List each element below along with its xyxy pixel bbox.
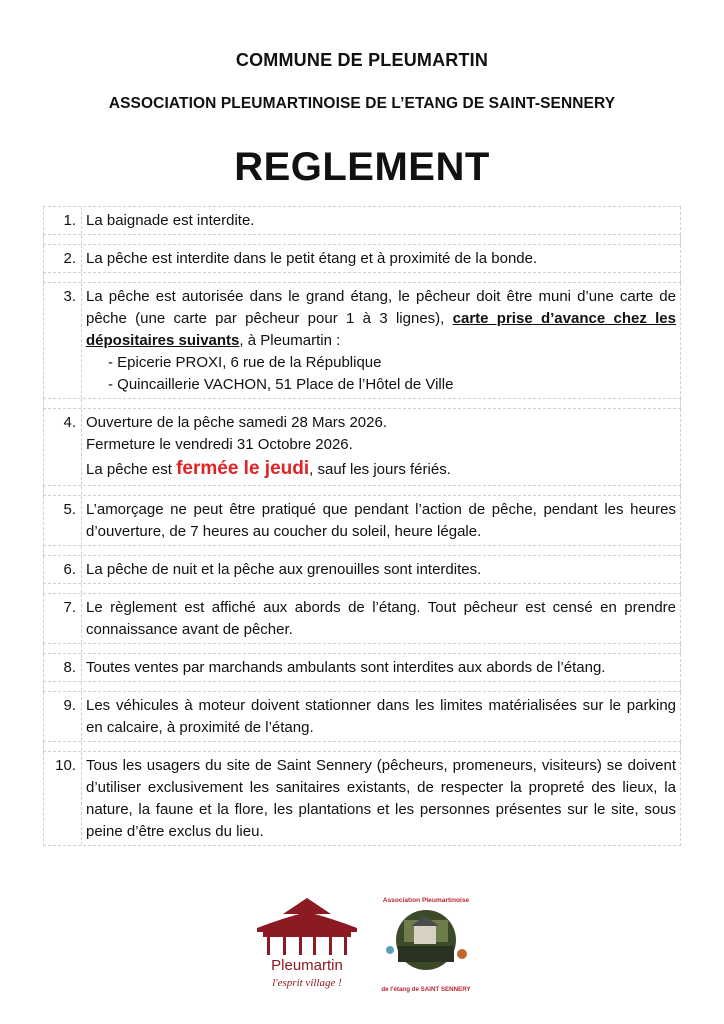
roof-shape [257,912,357,932]
closed-day-highlight: fermée le jeudi [176,458,310,479]
commune-title: COMMUNE DE PLEUMARTIN [235,50,489,70]
row-divider [43,486,681,496]
row-divider [43,235,681,245]
row-divider [43,399,681,409]
rule-number: 2. [63,250,76,267]
rule-text [82,283,680,398]
rule-number: 5. [63,501,76,518]
logo-name: Pleumartin [271,957,343,974]
rule-text-part: , à Pleumartin : [239,332,341,349]
rules-table [43,206,681,846]
rule-number: 3. [63,288,76,305]
rule-text: Les véhicules à moteur doivent stationner dans les limites matérialisées sur le parking en calcaire, à proximité de l’étang. [86,697,676,736]
page-title: REGLEMENT [234,145,490,189]
rule-row [43,594,681,644]
depositaires-emphasis: carte prise d’avance chez les dépositaires suivants [86,310,676,349]
rule-number: 8. [63,659,76,676]
depositaire-item: - Epicerie PROXI, 6 rue de la République [108,354,382,371]
closing-date: Fermeture le vendredi 31 Octobre 2026. [86,436,353,453]
rule-text: La baignade est interdite. [86,212,255,229]
depositaire-item: - Quincaillerie VACHON, 51 Place de l’Hôtel de Ville [108,376,454,393]
association-logo [378,890,474,1002]
rule-number: 1. [63,212,76,229]
rule-row [43,556,681,584]
rule-text-part: La pêche est autorisée dans le grand étang, le pêcheur doit être muni d’une carte de pêche (une carte par pêcheur pour 1 à 3 lignes), [86,288,676,327]
rule-text-part: La pêche est [86,461,177,478]
association-logo-top: Association Pleumartinoise [382,897,470,904]
logos [0,888,724,1008]
rule-text-part: , sauf les jours fériés. [309,461,451,478]
row-divider [43,644,681,654]
rule-text [82,409,680,485]
rule-text: La pêche est interdite dans le petit étang et à proximité de la bonde. [86,250,538,267]
association-logo-bottom: de l'étang de SAINT SENNERY [381,986,471,993]
rule-row [43,283,681,399]
row-divider [43,742,681,752]
rule-row [43,207,681,235]
rule-row [43,409,681,486]
row-divider [43,273,681,283]
rule-row [43,496,681,546]
association-title: ASSOCIATION PLEUMARTINOISE DE L’ETANG DE SAINT-SENNERY [108,95,616,112]
rule-number: 9. [63,697,76,714]
rule-number: 10. [55,757,76,774]
rule-text: Toutes ventes par marchands ambulants sont interdites aux abords de l’étang. [86,659,606,676]
rule-text: Tous les usagers du site de Saint Sennery (pêcheurs, promeneurs, visiteurs) se doivent d’utiliser exclusivement les sanitaires existants, de respecter la propreté des lieux, la nature, la faune et la flore, les plantations et les personnes présentes sur le site, sous peine d’être exclus du lieu. [86,757,676,840]
pleumartin-logo [253,892,361,992]
row-divider [43,682,681,692]
rule-number: 4. [63,414,76,431]
logo-tagline: l'esprit village ! [272,977,342,989]
bird-icon [457,949,467,959]
pillars-shape [267,937,347,955]
row-divider [43,584,681,594]
rule-text: Le règlement est affiché aux abords de l’étang. Tout pêcheur est censé en prendre connaissance avant de pêcher. [86,599,676,638]
rule-text: L’amorçage ne peut être pratiqué que pendant l’action de pêche, pendant les heures d’ouverture, de 7 heures au coucher du soleil, heure légale. [86,501,676,540]
roof-top-shape [283,898,331,914]
emblem-water [398,946,454,962]
beam-shape [263,932,351,937]
rule-number: 6. [63,561,76,578]
rule-row [43,245,681,273]
rule-number: 7. [63,599,76,616]
rule-row [43,752,681,846]
row-divider [43,546,681,556]
opening-date: Ouverture de la pêche samedi 28 Mars 2026. [86,414,388,431]
rule-row [43,692,681,742]
fish-icon [386,946,394,954]
rule-row [43,654,681,682]
rule-text: La pêche de nuit et la pêche aux grenouilles sont interdites. [86,561,482,578]
emblem-building [414,924,436,944]
